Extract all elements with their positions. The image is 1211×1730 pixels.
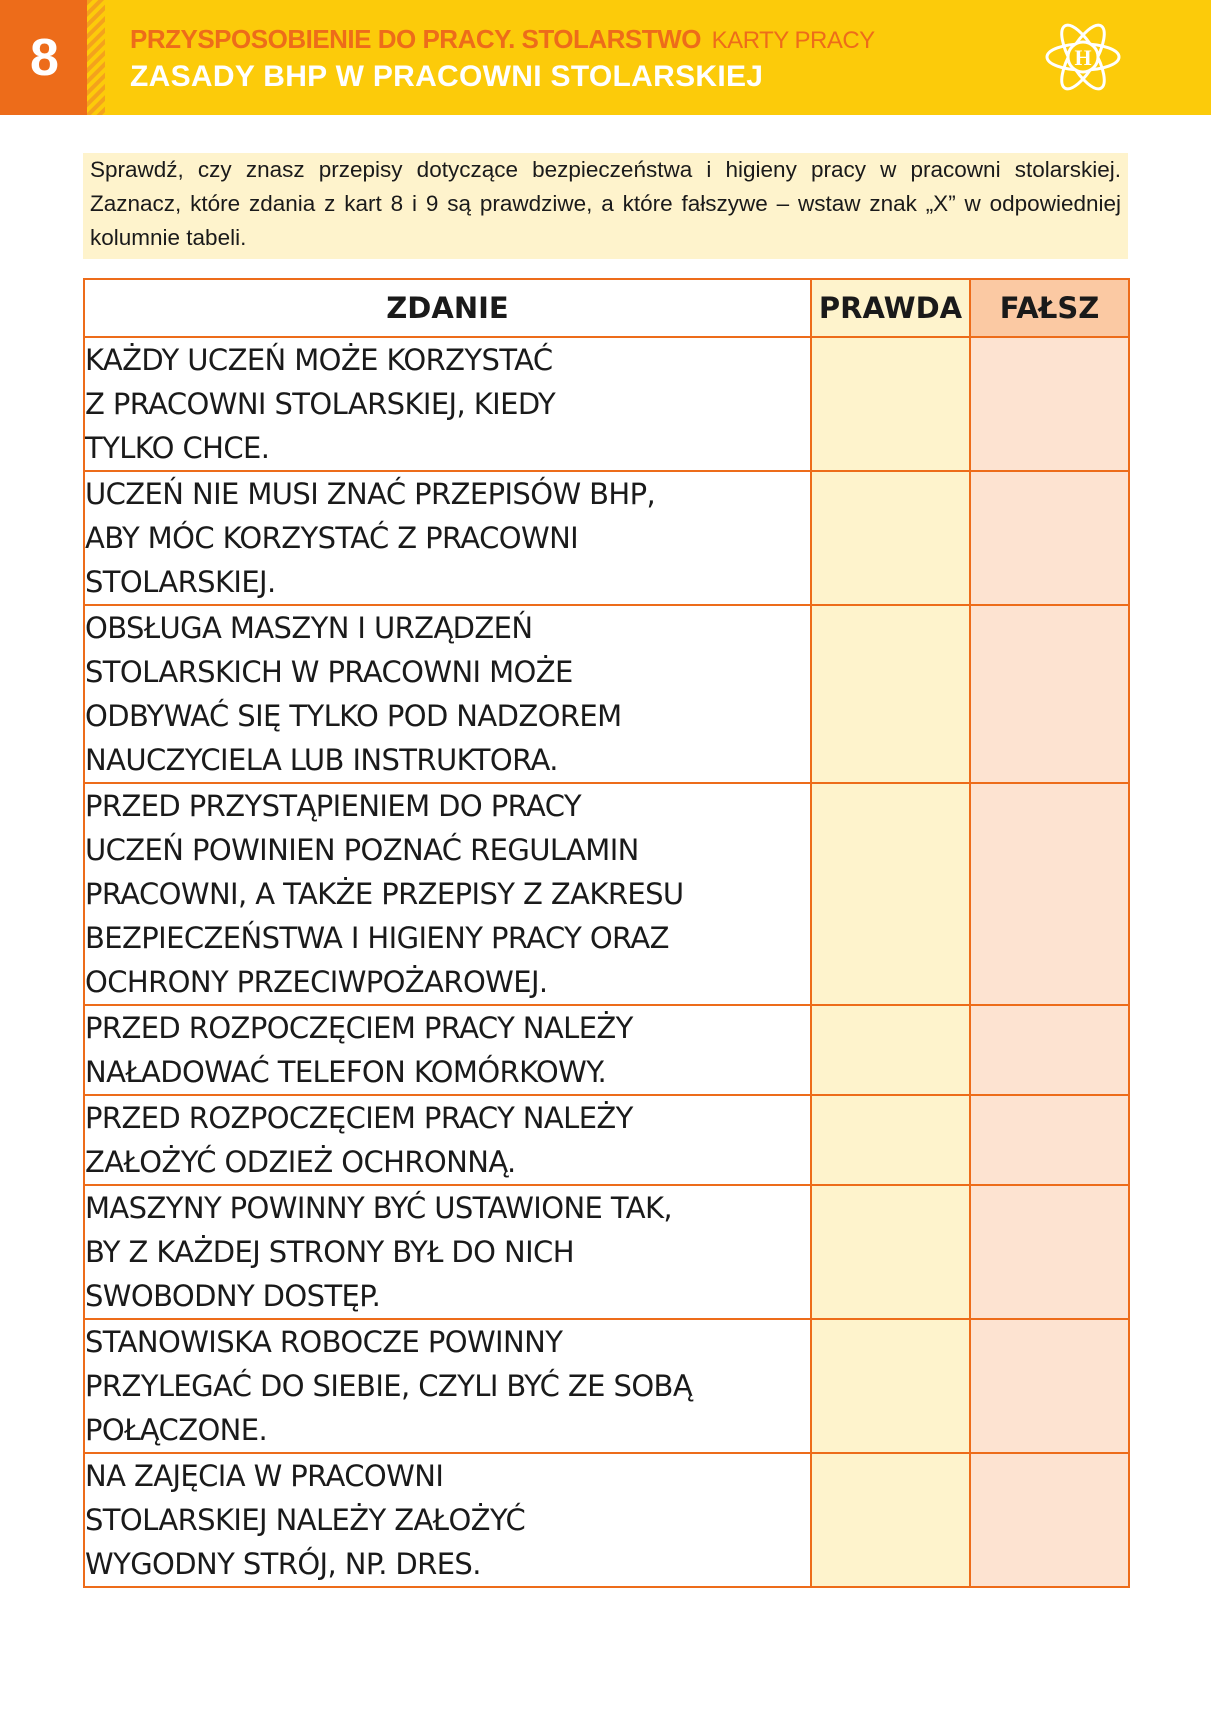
statement-line: PRACOWNI, A TAKŻE PRZEPISY Z ZAKRESU [85,877,684,911]
column-header-statement: ZDANIE [84,279,811,337]
statement-cell [84,1095,811,1185]
answer-cell-false[interactable] [970,783,1129,1005]
answer-cell-false[interactable] [970,1319,1129,1453]
table-header-row [84,279,1129,337]
statement-line: ODBYWAĆ SIĘ TYLKO POD NADZOREM [85,699,622,733]
statement-line: STOLARSKICH W PRACOWNI MOŻE [85,655,573,689]
statement-line: WYGODNY STRÓJ, NP. DRES. [85,1547,481,1581]
table-row [84,1319,1129,1453]
statement-line: OCHRONY PRZECIWPOŻAROWEJ. [85,965,548,999]
column-header-false: FAŁSZ [970,279,1129,337]
subject-suffix: KARTY PRACY [711,27,875,54]
answer-cell-false[interactable] [970,337,1129,471]
header-band [0,0,1211,115]
answer-cell-false[interactable] [970,605,1129,783]
page-number: 8 [30,28,57,87]
instruction-line: Zaznacz, które zdania z kart 8 i 9 są prawdziwe, a które fałszywe – wstaw znak „X” w odpowiedniej [90,191,1121,216]
statement-line: STOLARSKIEJ NALEŻY ZAŁOŻYĆ [85,1503,526,1537]
statement-line: STOLARSKIEJ. [85,565,276,599]
answer-cell-false[interactable] [970,1185,1129,1319]
table-row [84,605,1129,783]
statement-line: KAŻDY UCZEŃ MOŻE KORZYSTAĆ [85,343,553,377]
logo-letter: H [1074,45,1092,70]
statement-cell [84,1319,811,1453]
statement-line: POŁĄCZONE. [85,1413,268,1447]
table-row [84,337,1129,471]
answer-cell-true[interactable] [811,471,970,605]
column-header-true: PRAWDA [811,279,970,337]
statement-line: PRZED PRZYSTĄPIENIEM DO PRACY [85,789,581,823]
statement-line: UCZEŃ POWINIEN POZNAĆ REGULAMIN [85,833,639,867]
subject-title [130,24,875,55]
statement-cell [84,605,811,783]
table-row [84,1185,1129,1319]
statement-line: NA ZAJĘCIA W PRACOWNI [85,1459,444,1493]
instruction-line: Sprawdź, czy znasz przepisy dotyczące bezpieczeństwa i higieny pracy w pracowni stolarskiej. [90,157,1121,182]
statement-line: BEZPIECZEŃSTWA I HIGIENY PRACY ORAZ [85,921,669,955]
statement-line: PRZED ROZPOCZĘCIEM PRACY NALEŻY [85,1101,633,1135]
statement-line: NAUCZYCIELA LUB INSTRUKTORA. [85,743,558,777]
answer-cell-true[interactable] [811,1319,970,1453]
statement-line: UCZEŃ NIE MUSI ZNAĆ PRZEPISÓW BHP, [85,477,656,511]
statement-cell [84,783,811,1005]
atom-logo-icon [1043,17,1123,97]
table-row [84,471,1129,605]
statement-line: ABY MÓC KORZYSTAĆ Z PRACOWNI [85,521,579,555]
statement-line: TYLKO CHCE. [85,431,270,465]
statement-cell [84,471,811,605]
table-row [84,1095,1129,1185]
statement-cell [84,1005,811,1095]
statement-line: PRZYLEGAĆ DO SIEBIE, CZYLI BYĆ ZE SOBĄ [85,1369,693,1403]
answer-cell-true[interactable] [811,337,970,471]
stripe-decoration [87,0,105,115]
page-number-tab [0,0,87,115]
instruction-line: kolumnie tabeli. [90,225,247,250]
statement-cell [84,337,811,471]
table-row [84,1005,1129,1095]
statement-line: SWOBODNY DOSTĘP. [85,1279,381,1313]
answer-cell-false[interactable] [970,1095,1129,1185]
statement-line: NAŁADOWAĆ TELEFON KOMÓRKOWY. [85,1055,607,1089]
answer-cell-true[interactable] [811,1185,970,1319]
statement-line: Z PRACOWNI STOLARSKIEJ, KIEDY [85,387,556,421]
answer-cell-true[interactable] [811,1453,970,1587]
true-false-table [83,278,1130,1588]
answer-cell-false[interactable] [970,1005,1129,1095]
answer-cell-false[interactable] [970,471,1129,605]
statement-cell [84,1453,811,1587]
instruction-box [83,153,1128,259]
statement-line: ZAŁOŻYĆ ODZIEŻ OCHRONNĄ. [85,1145,516,1179]
statement-cell [84,1185,811,1319]
statement-line: MASZYNY POWINNY BYĆ USTAWIONE TAK, [85,1191,673,1225]
answer-cell-true[interactable] [811,1005,970,1095]
answer-cell-true[interactable] [811,605,970,783]
table-row [84,1453,1129,1587]
answer-cell-true[interactable] [811,1095,970,1185]
statement-line: STANOWISKA ROBOCZE POWINNY [85,1325,563,1359]
statement-line: BY Z KAŻDEJ STRONY BYŁ DO NICH [85,1235,574,1269]
answer-cell-false[interactable] [970,1453,1129,1587]
statement-line: OBSŁUGA MASZYN I URZĄDZEŃ [85,611,533,645]
subject-name: PRZYSPOSOBIENIE DO PRACY. STOLARSTWO [130,24,701,54]
answer-cell-true[interactable] [811,783,970,1005]
table-row [84,783,1129,1005]
page-title: ZASADY BHP W PRACOWNI STOLARSKIEJ [130,60,764,93]
statement-line: PRZED ROZPOCZĘCIEM PRACY NALEŻY [85,1011,633,1045]
